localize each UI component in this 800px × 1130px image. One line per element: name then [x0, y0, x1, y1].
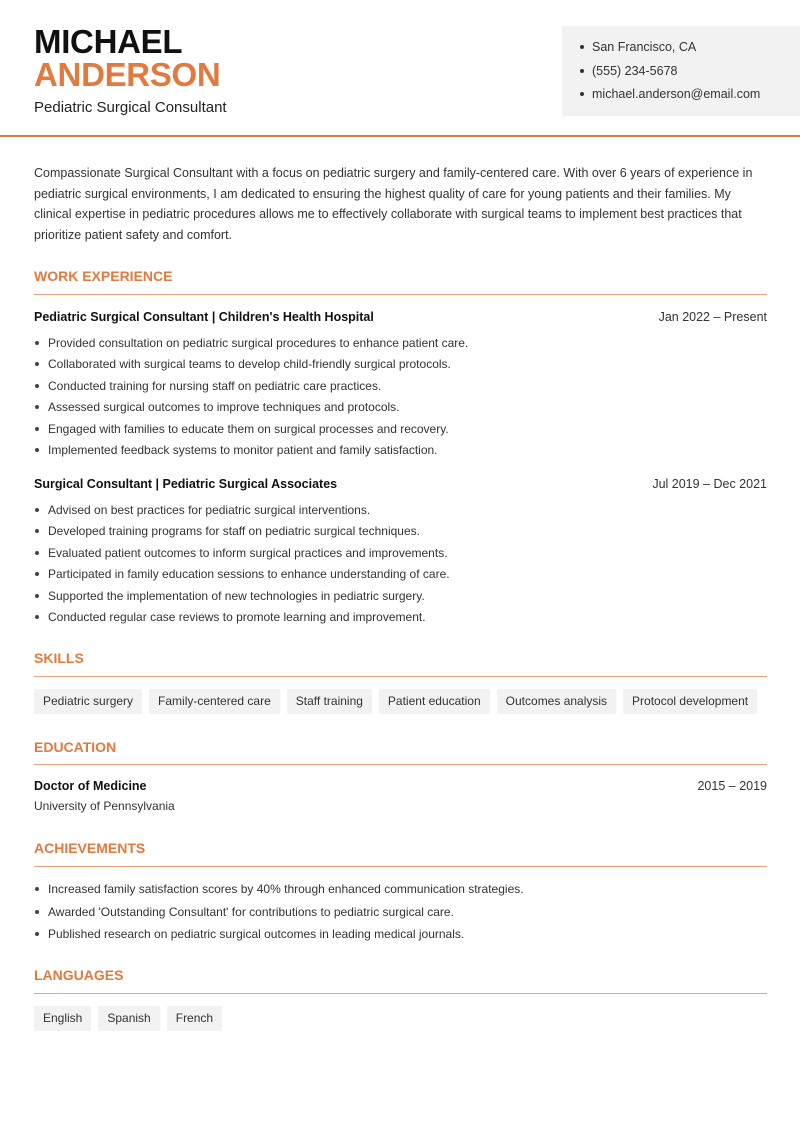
list-item-text: Published research on pediatric surgical outcomes in leading medical journals.: [48, 927, 465, 941]
section-divider: [34, 764, 767, 765]
skill-tag: Family-centered care: [149, 689, 280, 714]
job-bullets: [34, 501, 767, 629]
list-item: [34, 398, 767, 419]
bullet-icon: [35, 529, 39, 533]
bullet-icon: [580, 69, 584, 73]
section-title-education: EDUCATION: [34, 739, 117, 755]
bullet-icon: [35, 384, 39, 388]
list-item-text: Assessed surgical outcomes to improve techniques and protocols.: [48, 400, 400, 415]
job-heading: [34, 310, 767, 324]
skills-tags: [34, 689, 757, 714]
list-item: [34, 441, 767, 462]
bullet-icon: [580, 45, 584, 49]
languages-tags: [34, 1006, 222, 1031]
education-school: University of Pennsylvania: [34, 799, 175, 813]
section-divider: [34, 993, 767, 994]
list-item-text: Increased family satisfaction scores by 40% through enhanced communication strategies.: [48, 882, 524, 896]
skill-tag: Outcomes analysis: [497, 689, 616, 714]
resume-header: [0, 0, 800, 137]
job-date: Jul 2019 – Dec 2021: [652, 477, 767, 491]
bullet-icon: [35, 551, 39, 555]
summary-paragraph: Compassionate Surgical Consultant with a focus on pediatric surgery and family-centered care. With over 6 years of experience in pediatric surgical environments, I am dedicated to ensuring the highest quality of care for young patients and their families. My clinical expertise in pediatric procedures allows me to effectively collaborate with surgical teams to implement best practices that prioritize patient safety and comfort.: [34, 166, 753, 243]
education-date: 2015 – 2019: [697, 779, 767, 793]
contact-box: [562, 26, 800, 116]
bullet-icon: [35, 427, 39, 431]
bullet-icon: [35, 887, 39, 891]
contact-phone: [578, 62, 800, 86]
bullet-icon: [35, 508, 39, 512]
list-item: [34, 903, 767, 926]
skill-tag: Staff training: [287, 689, 372, 714]
bullet-icon: [35, 405, 39, 409]
list-item-text: Engaged with families to educate them on surgical processes and recovery.: [48, 421, 449, 436]
list-item: [34, 334, 767, 355]
section-title-skills: SKILLS: [34, 650, 84, 666]
list-item: [34, 522, 767, 543]
list-item: [34, 544, 767, 565]
list-item: [34, 501, 767, 522]
list-item-text: Awarded 'Outstanding Consultant' for contributions to pediatric surgical care.: [48, 904, 454, 919]
job-bullets: [34, 334, 767, 462]
bullet-icon: [35, 362, 39, 366]
bullet-icon: [35, 932, 39, 936]
list-item: [34, 608, 767, 629]
job-role: Surgical Consultant | Pediatric Surgical Associates: [34, 477, 338, 491]
language-tag: English: [34, 1006, 91, 1031]
list-item-text: Implemented feedback systems to monitor patient and family satisfaction.: [48, 442, 438, 457]
job-title: Pediatric Surgical Consultant: [34, 99, 227, 116]
section-divider: [34, 294, 767, 295]
bullet-icon: [35, 341, 39, 345]
list-item-text: Evaluated patient outcomes to inform surgical practices and improvements.: [48, 545, 448, 560]
list-item: [34, 587, 767, 608]
section-divider: [34, 676, 767, 677]
list-item: [34, 880, 767, 903]
bullet-icon: [35, 594, 39, 598]
list-item-text: Conducted training for nursing staff on pediatric care practices.: [48, 378, 382, 393]
list-item-text: Developed training programs for staff on pediatric surgical techniques.: [48, 524, 420, 539]
contact-email-text: michael.anderson@email.com: [592, 87, 761, 101]
list-item: [34, 565, 767, 586]
skill-tag: Pediatric surgery: [34, 689, 142, 714]
language-tag: Spanish: [98, 1006, 159, 1031]
job-date: Jan 2022 – Present: [658, 310, 767, 324]
list-item: [34, 420, 767, 441]
bullet-icon: [35, 572, 39, 576]
bullet-icon: [35, 910, 39, 914]
contact-email: [578, 85, 800, 109]
language-tag: French: [167, 1006, 222, 1031]
skill-tag: Protocol development: [623, 689, 757, 714]
last-name: ANDERSON: [34, 56, 221, 93]
first-name: MICHAEL: [34, 23, 183, 60]
list-item-text: Advised on best practices for pediatric surgical interventions.: [48, 503, 371, 517]
job-role: Pediatric Surgical Consultant | Children's Health Hospital: [34, 310, 374, 324]
contact-location-text: San Francisco, CA: [592, 40, 697, 54]
contact-location: [578, 38, 800, 62]
list-item-text: Collaborated with surgical teams to develop child-friendly surgical protocols.: [48, 357, 451, 372]
section-title-achievements: ACHIEVEMENTS: [34, 840, 146, 856]
achievements-list: [34, 880, 767, 948]
section-title-languages: LANGUAGES: [34, 967, 124, 983]
contact-phone-text: (555) 234-5678: [592, 63, 678, 78]
list-item: [34, 925, 767, 948]
section-divider: [34, 866, 767, 867]
list-item: [34, 355, 767, 376]
bullet-icon: [35, 615, 39, 619]
list-item-text: Participated in family education sessions to enhance understanding of care.: [48, 567, 450, 582]
job-heading: [34, 477, 767, 491]
bullet-icon: [35, 448, 39, 452]
section-title-work: WORK EXPERIENCE: [34, 268, 173, 284]
list-item-text: Supported the implementation of new technologies in pediatric surgery.: [48, 588, 425, 603]
education-degree: Doctor of Medicine: [34, 779, 147, 793]
bullet-icon: [580, 92, 584, 96]
list-item-text: Conducted regular case reviews to promote learning and improvement.: [48, 609, 426, 624]
list-item: [34, 377, 767, 398]
list-item-text: Provided consultation on pediatric surgical procedures to enhance patient care.: [48, 336, 469, 350]
skill-tag: Patient education: [379, 689, 490, 714]
